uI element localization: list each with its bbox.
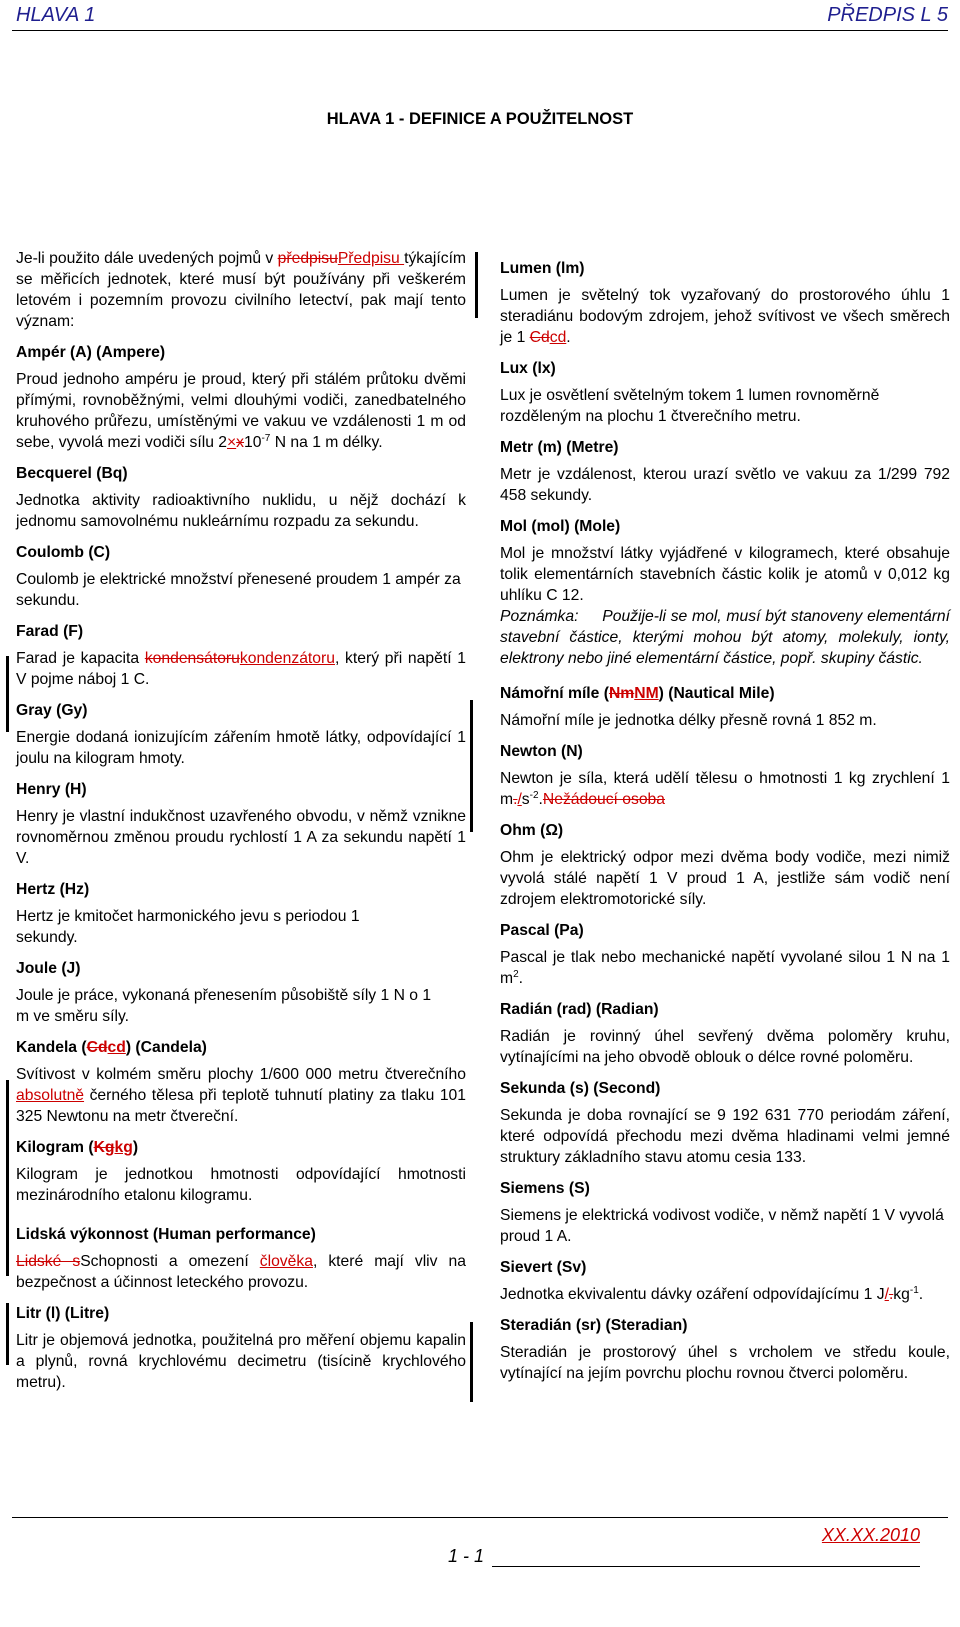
right-column [500,258,955,1394]
definition-kandela: Svítivost v kolmém směru plochy 1/600 000 metru čtverečního absolutně černého tělesa při teplotě tuhnutí platiny za tlaku 101 325 Newtonu na metr čtvereční. [16,1066,466,1125]
term-radian: Radián (rad) (Radian) [500,1001,659,1018]
definition-becquerel: Jednotka aktivity radioaktivního nuklidu, u nějž dochází k jednomu samovolnému nukleárnímu rozpadu za sekundu. [16,492,466,530]
term-joule: Joule (J) [16,960,81,977]
definition-sekunda: Sekunda je doba rovnající se 9 192 631 770 periodám záření, které odpovídá přechodu mezi dvěma hladinami velmi jemné struktury základního stavu atomu cesia 133. [500,1107,950,1166]
regulation-header: PŘEDPIS L 5 [827,4,948,26]
term-henry: Henry (H) [16,781,87,798]
definition-farad: Farad je kapacita kondensátorukondenzátoru, který při napětí 1 V pojme náboj 1 C. [16,650,467,688]
definition-litr: Litr je objemová jednotka, použitelná pro měření objemu kapalin a plynů, rovná krychlovému decimetru (tisícině krychlového metru). [16,1332,466,1391]
definition-coulomb: Coulomb je elektrické množství přenesené proudem 1 ampér za sekundu. [16,571,461,609]
term-hertz: Hertz (Hz) [16,881,90,898]
term-newton: Newton (N) [500,743,583,760]
page-number: 1 - 1 [448,1546,485,1566]
definition-ampere: Proud jednoho ampéru je proud, který při stálém průtoku dvěmi přímými, rovnoběžnými, velmi dlouhými vodiči, zanedbatelného kruhového průřezu, umístěnými ve vakuu ve vzdálenosti 1 m od sebe, vyvolá mezi vodiči sílu $2\times x10^{-7}$ N na 1 m délky. [16,371,466,451]
change-bar [470,700,473,832]
definition-gray: Energie dodaná ionizujícím zářením hmotě látky, odpovídající 1 joulu na kilogram hmoty. [16,729,466,767]
definition-pascal: Pascal je tlak nebo mechanické napětí vyvolané silou 1 N na 1 $m^2$. [500,949,950,987]
term-farad: Farad (F) [16,623,84,640]
change-bar [6,656,9,732]
term-kilogram: Kilogram (Kgkg) [16,1139,139,1156]
page-title: HLAVA 1 - DEFINICE A POUŽITELNOST [326,110,634,128]
definition-siemens: Siemens je elektrická vodivost vodiče, v němž napětí 1 V vyvolá proud 1 A. [500,1207,944,1245]
definition-lux: Lux je osvětlení světelným tokem 1 lumen rovnoměrně rozděleným na plochu 1 čtverečního metru. [500,387,880,425]
term-litr: Litr (l) (Litre) [16,1305,110,1322]
term-lumen: Lumen (lm) [500,260,585,277]
definition-joule: Joule je práce, vykonaná přenesením působiště síly 1 N o 1 m ve směru síly. [16,987,432,1025]
footer-rule [12,1517,948,1518]
term-sievert: Sievert (Sv) [500,1259,587,1276]
change-bar [6,1303,9,1365]
change-bar [6,1080,9,1276]
term-metr: Metr (m) (Metre) [500,439,619,456]
term-ohm: Ohm (Ω) [500,822,564,839]
term-lux: Lux (lx) [500,360,556,377]
definition-nautical-mile: Námořní míle je jednotka délky přesně rovná 1 852 m. [500,712,877,729]
term-steradian: Steradián (sr) (Steradian) [500,1317,688,1334]
term-gray: Gray (Gy) [16,702,88,719]
definition-kilogram: Kilogram je jednotkou hmotnosti odpovídající hmotnosti mezinárodního etalonu kilogramu. [16,1166,466,1204]
term-mol: Mol (mol) (Mole) [500,518,621,535]
change-bar [475,252,478,318]
definition-radian: Radián je rovinný úhel sevřený dvěma poloměry kruhu, vytínajícími na jeho obvodě oblouk o délce rovné poloměru. [500,1028,950,1066]
definition-lumen: Lumen je světelný tok vyzařovaný do prostorového úhlu 1 steradiánu bodovým zdrojem, jehož svítivost ve všech směrech je 1 Cdcd. [500,287,950,346]
left-column [16,248,466,1403]
note-mol: Poznámka: Použije-li se mol, musí být stanoveny elementární stavební částice, kterými mohou být atomy, molekuly, ionty, elektrony nebo jiné elementární částice, popř. skupiny částic. [500,608,955,667]
term-kandela: Kandela (Cdcd) (Candela) [16,1039,207,1056]
term-sekunda: Sekunda (s) (Second) [500,1080,661,1097]
page-number-underline [492,1566,920,1567]
term-pascal: Pascal (Pa) [500,922,584,939]
definition-sievert: Jednotka ekvivalentu dávky ozáření odpovídajícímu 1 $J/.kg^{-1}$. [500,1284,924,1303]
definition-henry: Henry je vlastní indukčnost uzavřeného obvodu, v němž vznikne rovnoměrnou změnou proudu rychlostí 1 A za sekundu napětí 1 V. [16,808,466,867]
definition-hertz: Hertz je kmitočet harmonického jevu s periodou 1 sekundy. [16,908,360,946]
chapter-header: HLAVA 1 [16,4,96,26]
definition-human-performance: Lidské sSchopnosti a omezení člověka, které mají vliv na bezpečnost a účinnost leteckého provozu. [16,1253,466,1291]
amendment-date: XX.XX.2010 [821,1525,920,1545]
definition-metr: Metr je vzdálenost, kterou urazí světlo ve vakuu za 1/299 792 458 sekundy. [500,466,950,504]
intro-paragraph: Je-li použito dále uvedených pojmů v předpisuPředpisu týkajícím se měřicích jednotek, které musí být používány při veškerém letovém i pozemním provozu civilního letectví, pak mají tento význam: [16,250,466,330]
term-coulomb: Coulomb (C) [16,544,111,561]
definition-ohm: Ohm je elektrický odpor mezi dvěma body vodiče, mezi nimiž vyvolá stálé napětí 1 V proud 1 A, jestliže sám vodič není zdrojem elektromotorické síly. [500,849,950,908]
term-becquerel: Becquerel (Bq) [16,465,128,482]
term-human-performance: Lidská výkonnost (Human performance) [16,1226,316,1243]
term-siemens: Siemens (S) [500,1180,590,1197]
term-ampere: Ampér (A) (Ampere) [16,344,166,361]
header-rule [12,30,948,31]
definition-newton: Newton je síla, která udělí tělesu o hmotnosti 1 kg zrychlení 1 $m./s^{-2}.Nežádoucí$ osoba [500,770,950,808]
change-bar [470,1322,473,1402]
definition-steradian: Steradián je prostorový úhel s vrcholem ve středu koule, vytínající na jejím povrchu plochu rovnou čtverci poloměru. [500,1344,950,1382]
definition-mol: Mol je množství látky vyjádřené v kilogramech, které obsahuje tolik elementárních stavebních částic kolik je atomů v 0,012 kg uhlíku C 12. [500,545,950,604]
term-nautical-mile: Námořní míle (NmNM) (Nautical Mile) [500,685,775,702]
